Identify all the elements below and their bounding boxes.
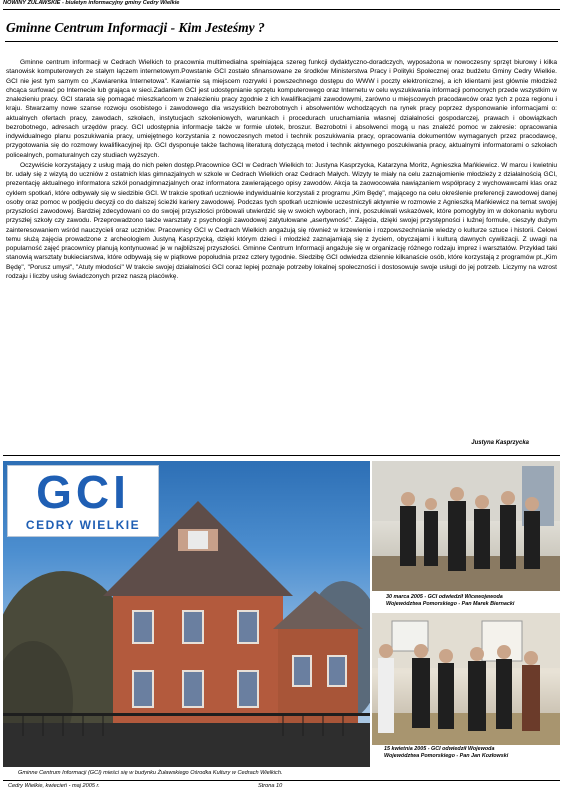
- footer-date: Cedry Wielkie, kwiecień - maj 2005 r.: [8, 783, 100, 789]
- visit-photo-2: [372, 613, 560, 745]
- paragraph-2: Oczywiście korzystający z usług mają do nich pełen dostęp.Pracownice GCI w Cedrach Wielkich to: Justyna Kasprzycka, Katarzyna Moritz, Agnieszka Mańkiewicz. W marcu i kwietniu br. udały się z wizytą do uczniów z ostatnich klas gimnazjalnych w szkole w Cedrach Wielkich oraz Cedrach Małych. Wizyty te miały na celu zaznajomienie młodzieży z działalnością GCI, prezentację aktualnego informatora szkół ponadgimnazjalnych oraz informatora zawierającego opisy zawodów. Akcja ta zaowocowała nawiązaniem współpracy z wychowawcami klas oraz cyklem spotkań, które odbywały się w siedzibie GCI. W trakcie spotkań uczniowie indywidualnie korzystali z programu „Kim Będę", mającego na celu określenie preferencji zawodowej danej osoby oraz pomoc w podjęciu decyzji co do dalszej ścieżki kariery zawodowej. Podczas tych spotkań uczniowie uczestniczyli aktywnie w rozmowie z Agnieszką Mańkiewicz na temat swojej przyszłości zawodowej. Bardziej zdecydowani co do swojej przyszłości próbowali utwierdzić się w swoich wyborach, inni, poszukiwali wskazówek, które pomogłyby im w dokonaniu wyboru przyszłej szkoły czy zawodu. Przeprowadzono także warsztaty z psychologii zawodowej zatytułowane „asertywność". Zajęcia, dzięki swojej przystępności i luźnej formule, cieszyły dużym zainteresowaniem wśród nauczycieli oraz uczniów. Pracownicy GCI w Cedrach Wielkich angażują się również w krzewienie i rozpowszechnianie wiedzy o kulturze sztuce i historii. Celowi temu służą zajęcia prowadzone z archeologiem Justyną Kasprzycką, dzięki którym dzieci i młodzież zaznajamiają się z życiem, obyczajami i kulturą dawnych cywilizacji. Z uwagi na popularność zajęć pracownicy planują kontynuować je w najbliższej przyszłości. Gminne Centrum Informacji angażuje się w organizację różnego rodzaju imprez i warsztatów. Przykład taki stanowią warsztaty bukieciarstwa, które odbywają się w piątkowe popołudnia przez cztery tygodnie. Siedzibę GCI odwiedza dziennie kilkanaście osób, które korzystają z programów pt.„Kim Będę", "Porusz umysł", "Atuty młodości" W trakcie swojej działalności GCI coraz lepiej poznaje potrzeby lokalnej społeczności i dostosowuje swoje usługi do jej potrzeb. Liczymy na wzrost rodzaju i liczby usług świadczonych przez naszą placówkę.: [6, 161, 557, 280]
- title-rule: [5, 41, 558, 42]
- visit-photo-1-illustration: [372, 461, 560, 591]
- visit-photo-1-caption-line1: 30 marca 2005 - GCI odwiedził Wicewojewoda: [386, 594, 503, 600]
- building-photo-caption: Gminne Centrum Informacji (GCI) mieści się w budynku Żuławskiego Ośrodka Kultury w Cedrach Wielkich.: [18, 770, 283, 776]
- gci-logo: [7, 465, 159, 537]
- visit-photo-1: [372, 461, 560, 591]
- gci-logo-subtext: CEDRY WIELKIE: [25, 518, 141, 532]
- visit-photo-2-caption-line2: Województwa Pomorskiego - Pan Jan Kozłowski: [384, 753, 509, 759]
- visit-photo-2-caption-line1: 15 kwietnia 2005 - GCI odwiedził Wojewoda: [384, 746, 495, 752]
- article-body: [6, 58, 557, 282]
- footer-rule: [3, 780, 560, 781]
- page-number: Strona 10: [258, 783, 283, 789]
- header-rule: [3, 9, 560, 10]
- article-author: Justyna Kasprzycka: [471, 440, 529, 446]
- paragraph-1: Gminne centrum informacji w Cedrach Wielkich to pracownia multimedialna spełniająca szereg funkcji dydaktyczno-doradczych, wyposażona w nowoczesny sprzęt biurowy i kilka stanowisk komputerowych ze stałym łączem internetowym.Powstanie GCI zostało sfinansowane ze środków Ministerstwa Pracy i Polityki Społecznej oraz budżetu Gminy Cedry Wielkie. GCI nie jest tym samym co „Kawiarenka Internetowa". Kawiarnie są miejscem rozrywki i powszechnego dostępu do WWW i poczty elektronicznej, a ich klientami jest głównie młodzież chcąca surfować po Internecie lub grająca w sieci.Zadaniem GCI jest udostępnianie sprzętu komputerowego oraz Internetu w celu wyszukiwania informacji pomocnych przede wszystkim w znalezieniu pracy. GCI starata się pomagać mieszkańcom w znalezieniu pracy zgodnie z ich kwalifikacjami zawodowymi, zarówno u miejscowych pracodawców oraz tych z poza regionu i kraju. Stwarzamy nowe szanse rozwoju osobistego i zawodowego dla wszystkich bezrobotnych i absolwentów wchodzących na rynek pracy poprzez dysponowanie informacjami o: aktualnych ofertach pracy, zawodach, szkołach, instytucjach szkoleniowych, warunkach i procedurach uruchamiania własnej działalności gospodarczej, prawach i obowiązkach bezrobotnego, adresach urzędów pracy. GCI udostępnia informacje także w formie ulotek, broszur. Bezrobotni i absolwenci mogą u nas znaleźć pomoc w zakresie: opracowania indywidualnego planu poszukiwania pracy, umiejętnego korzystania z nowoczesnych metod i technik poszukiwania pracy, opracowania dokumentów wymaganych przez pracodawcę, przygotowania się do rozmowy kwalifikacyjnej itp. GCI dysponuje także fachową literaturą dotyczącą metod i technik aktywnego poszukiwania pracy, aktualnymi informatorami o szkołach policealnych, pomaturalnych czy studiach wyższych.: [6, 59, 557, 159]
- running-head: NOWINY ŻULAWSKIE - biuletyn informacyjny gminy Cedry Wielkie: [3, 0, 180, 6]
- article-title: Gminne Centrum Informacji - Kim Jesteśmy ?: [6, 20, 265, 35]
- building-photo: [3, 461, 370, 767]
- section-rule: [3, 455, 560, 456]
- gci-logo-text: GCI: [36, 466, 130, 518]
- visit-photo-1-caption-line2: Województwa Pomorskiego - Pan Marek Biernacki: [386, 601, 515, 607]
- visit-photo-2-caption: [384, 746, 508, 760]
- visit-photo-2-illustration: [372, 613, 560, 745]
- visit-photo-1-caption: [386, 594, 514, 608]
